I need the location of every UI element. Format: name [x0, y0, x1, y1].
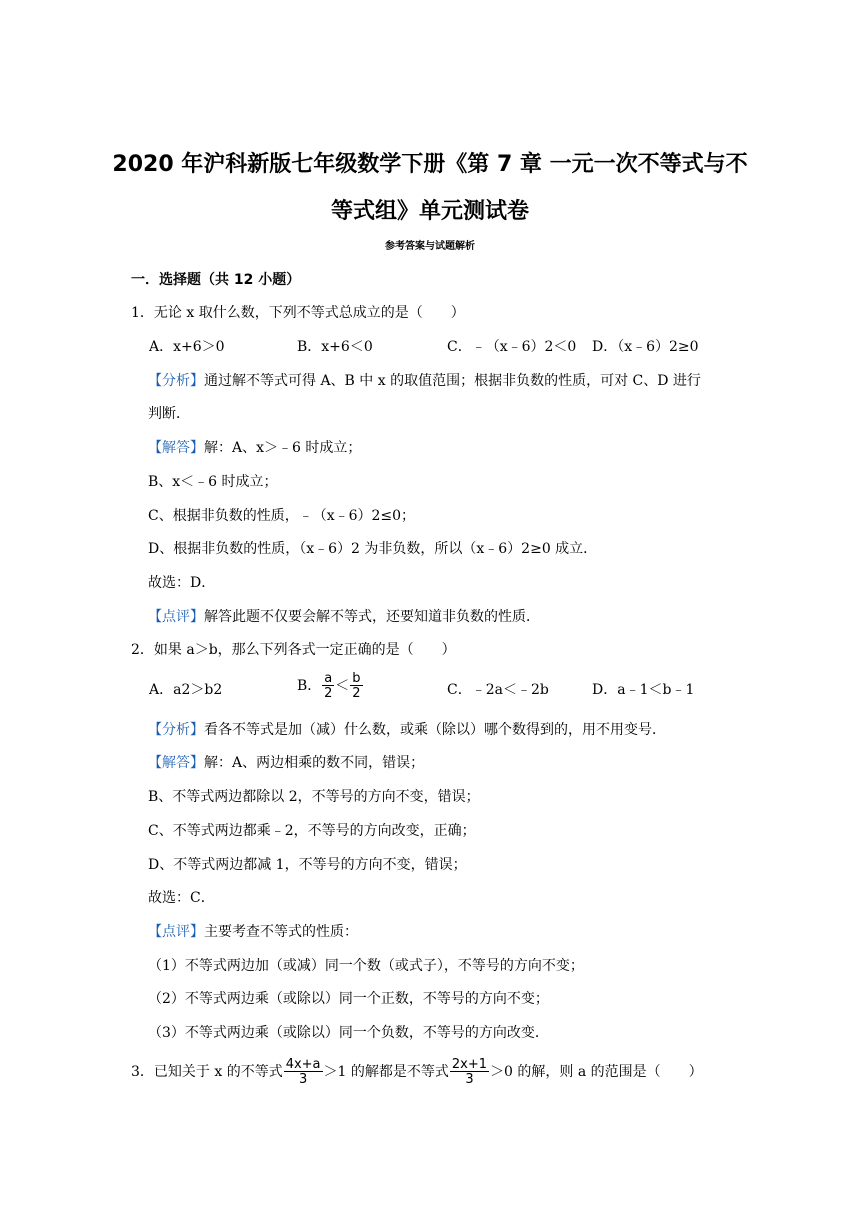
q1-option-d: D．（x﹣6）2≥0	[592, 339, 699, 355]
q1-comment-text: 解答此题不仅要会解不等式，还要知道非负数的性质．	[204, 609, 540, 625]
q2-answer-c: C、不等式两边都乘﹣2，不等号的方向改变，正确；	[148, 823, 476, 839]
q2-answer-b: B、不等式两边都除以 2，不等号的方向不变，错误；	[148, 789, 480, 805]
q2-answer-text: 解：A、两边相乘的数不同，错误；	[204, 755, 425, 771]
q1-comment	[148, 607, 540, 627]
q2-rule-3: （3）不等式两边乘（或除以）同一个负数，不等号的方向改变．	[148, 1025, 549, 1041]
q2-analysis-text: 看各不等式是加（减）什么数，或乘（除以）哪个数得到的，用不用变号．	[204, 722, 666, 738]
question-2-stem: 2．如果 a＞b，那么下列各式一定正确的是（ ）	[131, 642, 456, 658]
analysis-tag: 【分析】	[148, 722, 204, 738]
page-title-line-1: 2020 年沪科新版七年级数学下册《第 7 章 一元一次不等式与不	[112, 152, 748, 177]
q2-option-a: A．a2＞b2	[149, 682, 223, 698]
q2-comment	[148, 922, 358, 942]
q1-option-a: A．x+6＞0	[149, 339, 225, 355]
q1-analysis-text: 通过解不等式可得 A、B 中 x 的取值范围；根据非负数的性质，可对 C、D 进行	[204, 373, 701, 389]
q1-answer-c: C、根据非负数的性质，﹣（x﹣6）2≤0；	[148, 508, 416, 524]
q2-option-d: D．a﹣1＜b﹣1	[592, 682, 695, 698]
q2-choose: 故选：C．	[148, 890, 215, 906]
fraction-2x-plus-1-over-3: $\frac{2x+1}{3}$	[451, 1057, 488, 1087]
q2-answer-d: D、不等式两边都减 1，不等号的方向不变，错误；	[148, 857, 467, 873]
q2-option-b: B． $\frac{a}{2}$ ＜ $\frac{b}{2}$	[297, 671, 361, 701]
comment-tag: 【点评】	[148, 924, 204, 940]
question-3-stem: 3．已知关于 x 的不等式 $\frac{4x+a}{3}$ ＞1 的解都是不等式 $\frac{2x+1}{3}$ ＞0 的解，则 a 的范围是（ ）	[131, 1057, 703, 1087]
q2-rule-1: （1）不等式两边加（或减）同一个数（或式子），不等号的方向不变；	[148, 958, 584, 974]
q2-analysis	[148, 720, 666, 740]
q1-answer-text: 解：A、x＞﹣6 时成立；	[204, 440, 362, 456]
fraction-b-over-2: $\frac{b}{2}$	[352, 671, 361, 701]
analysis-tag: 【分析】	[148, 373, 204, 389]
q2-rule-2: （2）不等式两边乘（或除以）同一个正数，不等号的方向不变；	[148, 991, 549, 1007]
comment-tag: 【点评】	[148, 609, 204, 625]
q1-option-b: B．x+6＜0	[297, 339, 373, 355]
page-subtitle: 参考答案与试题解析	[385, 241, 475, 252]
q1-option-c: C．﹣（x﹣6）2＜0	[447, 339, 577, 355]
q2-option-b-label: B．	[297, 678, 322, 694]
q2-option-c: C．﹣2a＜﹣2b	[447, 682, 549, 698]
q1-answer	[148, 438, 361, 458]
q1-answer-d: D、根据非负数的性质，（x﹣6）2 为非负数，所以（x﹣6）2≥0 成立．	[148, 541, 598, 557]
answer-tag: 【解答】	[148, 755, 204, 771]
q1-analysis	[148, 371, 701, 391]
page-title-line-2: 等式组》单元测试卷	[330, 199, 529, 224]
q2-answer	[148, 753, 424, 773]
fraction-4x-plus-a-over-3: $\frac{4x+a}{3}$	[285, 1057, 321, 1087]
q2-comment-text: 主要考查不等式的性质：	[204, 924, 358, 940]
answer-tag: 【解答】	[148, 440, 204, 456]
question-1-stem: 1．无论 x 取什么数，下列不等式总成立的是（ ）	[131, 305, 465, 321]
q1-analysis-cont: 判断．	[148, 406, 190, 422]
fraction-a-over-2: $\frac{a}{2}$	[324, 671, 333, 701]
q1-answer-b: B、x＜﹣6 时成立；	[148, 474, 278, 490]
section-heading: 一．选择题（共 12 小题）	[131, 272, 301, 288]
q1-choose: 故选：D．	[148, 575, 216, 591]
